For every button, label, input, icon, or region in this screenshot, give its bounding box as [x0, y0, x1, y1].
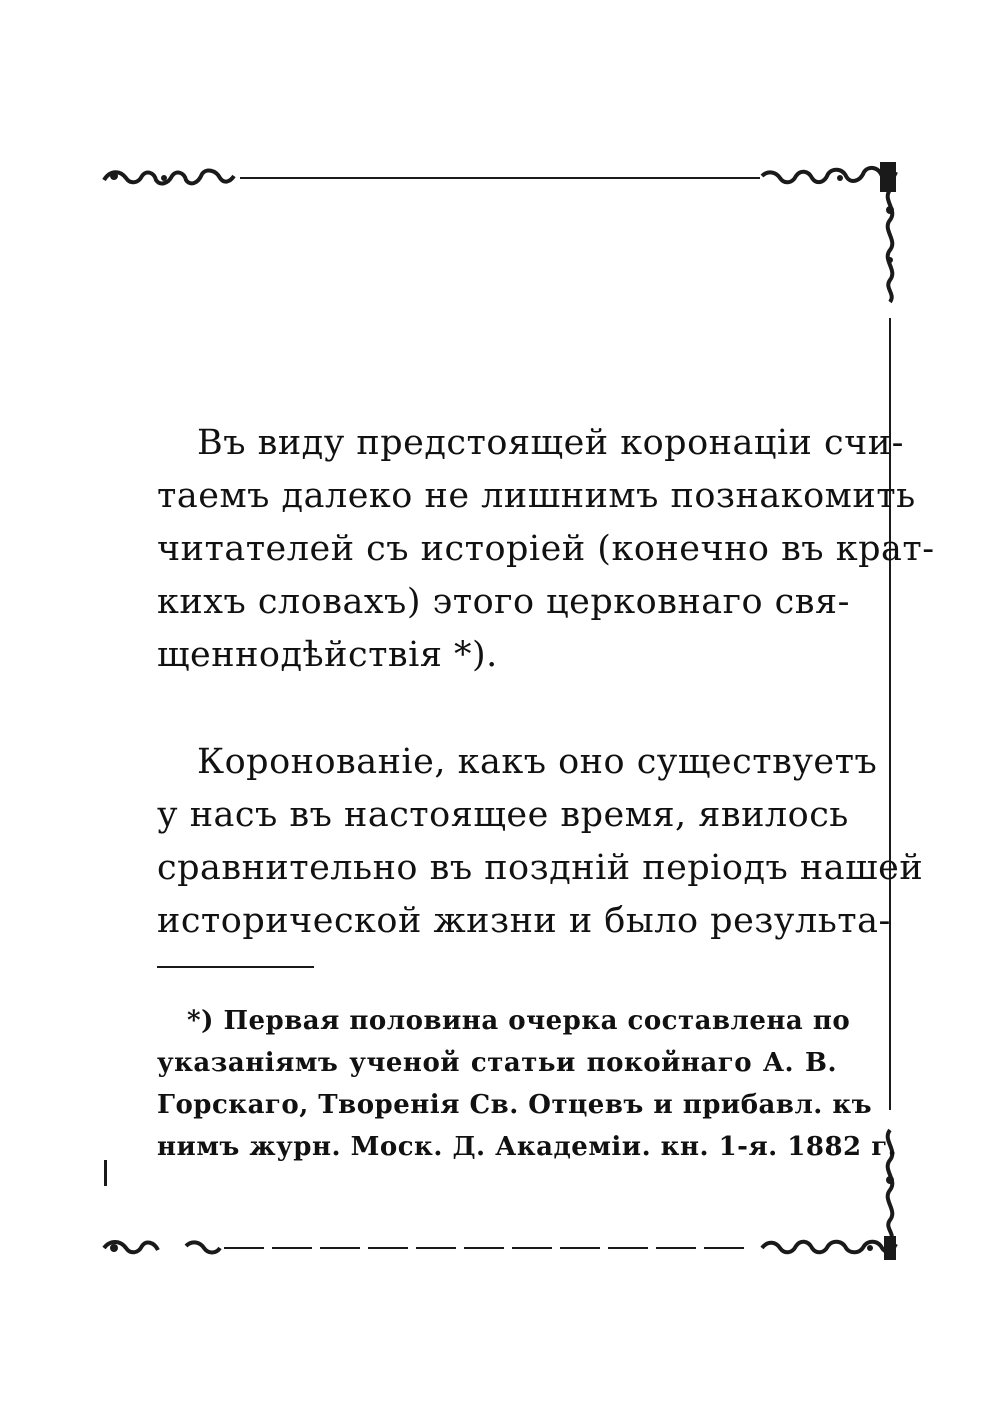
text-line: Въ виду предстоящей коронаціи счи- [197, 423, 904, 463]
footnote-line: указаніямъ ученой статьи покойнаго А. В. [157, 1048, 837, 1078]
text-line: исторической жизни и было результа- [157, 901, 891, 941]
paragraph-2 [157, 736, 924, 948]
ornament-top-icon [100, 158, 900, 198]
text-line: щеннодѣйствія *). [157, 635, 498, 675]
footnote-line: нимъ журн. Моск. Д. Академіи. кн. 1-я. 1882 г. [157, 1132, 898, 1162]
text-line: таемъ далеко не лишнимъ познакомить [157, 476, 916, 516]
footnote-rule [157, 966, 314, 968]
paragraph-1 [157, 417, 935, 682]
text-line: сравнительно въ поздній періодъ нашей [157, 848, 924, 888]
text-line: у насъ въ настоящее время, явилось [157, 795, 849, 835]
footnote [157, 1000, 898, 1168]
ornament-bottom-icon [100, 1232, 900, 1266]
ornament-left-tick-icon [104, 1160, 107, 1186]
text-line: кихъ словахъ) этого церковнаго свя- [157, 582, 850, 622]
footnote-line: *) Первая половина очерка составлена по [187, 1006, 851, 1036]
text-line: Коронованіе, какъ оно существуетъ [197, 742, 878, 782]
ornament-right-icon [872, 190, 908, 1240]
text-line: читателей съ исторіей (конечно въ крат- [157, 529, 935, 569]
footnote-line: Горскаго, Творенія Св. Отцевъ и прибавл. къ [157, 1090, 873, 1120]
